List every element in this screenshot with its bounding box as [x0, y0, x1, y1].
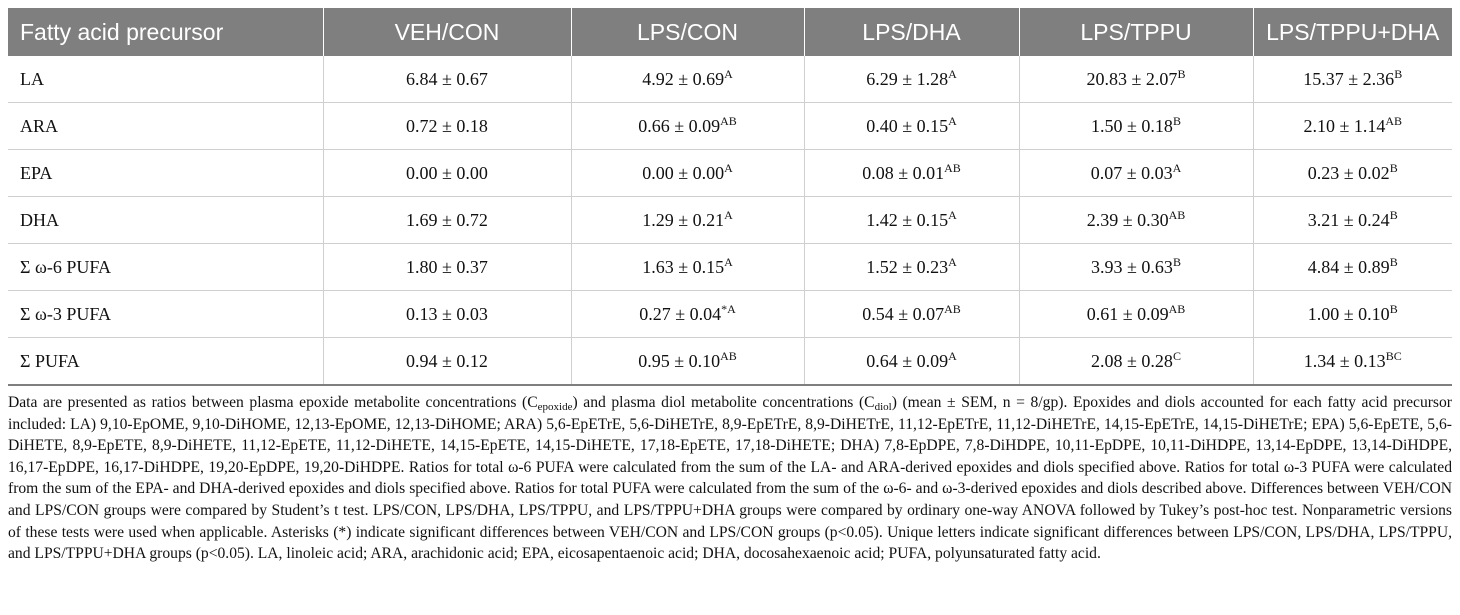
footnote-text: ) and plasma diol metabolite concentrations (C [572, 394, 875, 411]
table-cell [804, 103, 1019, 150]
significance-letter: BC [1385, 348, 1402, 363]
table-row [8, 56, 1452, 103]
significance-letter: A [1172, 160, 1182, 175]
cell-value: 0.00 ± 0.00 [642, 162, 725, 183]
cell-value: 0.54 ± 0.07 [862, 303, 945, 324]
significance-letter: A [948, 66, 957, 81]
significance-letter: AB [1385, 113, 1403, 128]
cell-value: 0.08 ± 0.01 [862, 162, 945, 183]
cell-value: 0.00 ± 0.00 [406, 162, 488, 183]
column-header: LPS/TPPU+DHA [1253, 8, 1452, 56]
significance-letter: B [1172, 113, 1181, 128]
cell-value: 0.66 ± 0.09 [638, 115, 721, 136]
table-cell [1019, 197, 1253, 244]
column-header: LPS/TPPU [1019, 8, 1253, 56]
row-label: Σ ω-6 PUFA [8, 244, 323, 291]
significance-letter: B [1389, 207, 1398, 222]
significance-letter: B [1389, 301, 1398, 316]
table-cell [1253, 103, 1452, 150]
significance-letter: C [1172, 348, 1181, 363]
cell-value: 1.69 ± 0.72 [406, 209, 488, 230]
cell-value: 0.07 ± 0.03 [1090, 162, 1173, 183]
table-cell [1019, 244, 1253, 291]
cell-value: 6.29 ± 1.28 [866, 68, 949, 89]
cell-value: 4.92 ± 0.69 [642, 68, 725, 89]
cell-value: 1.34 ± 0.13 [1303, 350, 1386, 371]
cell-value: 0.94 ± 0.12 [406, 350, 488, 371]
cell-value: 0.27 ± 0.04 [639, 303, 722, 324]
significance-letter: B [1389, 254, 1398, 269]
cell-value: 15.37 ± 2.36 [1303, 68, 1395, 89]
cell-value: 0.40 ± 0.15 [866, 115, 949, 136]
table-cell [1253, 197, 1452, 244]
significance-letter: A [948, 113, 957, 128]
cell-value: 1.52 ± 0.23 [866, 256, 949, 277]
table-cell [571, 150, 804, 197]
significance-letter: A [724, 160, 733, 175]
table-cell [571, 103, 804, 150]
table-row [8, 338, 1452, 386]
table-cell [571, 197, 804, 244]
significance-letter: B [1177, 66, 1186, 81]
table-row [8, 150, 1452, 197]
table-cell [571, 291, 804, 338]
table-cell [1019, 291, 1253, 338]
significance-letter: B [1394, 66, 1403, 81]
cell-value: 20.83 ± 2.07 [1086, 68, 1178, 89]
row-label: DHA [8, 197, 323, 244]
significance-letter: AB [720, 113, 737, 128]
cell-value: 2.08 ± 0.28 [1091, 350, 1173, 371]
significance-letter: A [724, 207, 733, 222]
table-cell [323, 291, 571, 338]
table-cell [804, 150, 1019, 197]
table-cell [804, 291, 1019, 338]
table-cell [323, 197, 571, 244]
table-cell [1253, 56, 1452, 103]
cell-value: 0.23 ± 0.02 [1307, 162, 1390, 183]
cell-value: 6.84 ± 0.67 [406, 68, 488, 89]
significance-letter: B [1389, 160, 1398, 175]
table-cell [1019, 150, 1253, 197]
significance-letter: A [948, 207, 957, 222]
significance-letter: B [1172, 254, 1181, 269]
table-cell [323, 56, 571, 103]
table-cell [1019, 103, 1253, 150]
table-row [8, 244, 1452, 291]
significance-letter: AB [944, 301, 961, 316]
cell-value: 0.72 ± 0.18 [406, 115, 488, 136]
column-header: VEH/CON [323, 8, 571, 56]
table-cell [571, 244, 804, 291]
table-cell [804, 56, 1019, 103]
table-cell [323, 338, 571, 386]
cell-value: 2.39 ± 0.30 [1086, 209, 1169, 230]
cell-value: 0.64 ± 0.09 [866, 350, 949, 371]
cell-value: 1.80 ± 0.37 [406, 256, 488, 277]
table-cell [571, 338, 804, 386]
table-cell [323, 150, 571, 197]
table-cell [323, 103, 571, 150]
table-row [8, 103, 1452, 150]
significance-letter: A [724, 254, 733, 269]
significance-letter: AB [1168, 207, 1186, 222]
column-header: LPS/CON [571, 8, 804, 56]
significance-letter: *A [721, 301, 736, 316]
table-cell [1253, 150, 1452, 197]
table-cell [1019, 56, 1253, 103]
table-cell [1253, 244, 1452, 291]
cell-value: 0.13 ± 0.03 [406, 303, 488, 324]
row-label: ARA [8, 103, 323, 150]
cell-value: 1.63 ± 0.15 [642, 256, 725, 277]
table-cell [804, 197, 1019, 244]
significance-letter: AB [944, 160, 961, 175]
cell-value: 0.95 ± 0.10 [638, 350, 721, 371]
significance-letter: A [948, 254, 957, 269]
cell-value: 2.10 ± 1.14 [1303, 115, 1386, 136]
table-cell [804, 244, 1019, 291]
table-container [8, 8, 1452, 565]
table-cell [1253, 338, 1452, 386]
cell-value: 3.93 ± 0.63 [1091, 256, 1173, 277]
column-header: LPS/DHA [804, 8, 1019, 56]
cell-value: 3.21 ± 0.24 [1307, 209, 1390, 230]
cell-value: 4.84 ± 0.89 [1307, 256, 1390, 277]
row-label: Σ ω-3 PUFA [8, 291, 323, 338]
table-row [8, 197, 1452, 244]
footnote-subscript: diol [874, 401, 892, 413]
cell-value: 0.61 ± 0.09 [1086, 303, 1169, 324]
table-cell [571, 56, 804, 103]
significance-letter: A [948, 348, 957, 363]
row-label: Σ PUFA [8, 338, 323, 386]
table-cell [323, 244, 571, 291]
data-table [8, 8, 1452, 386]
row-label: EPA [8, 150, 323, 197]
cell-value: 1.42 ± 0.15 [866, 209, 949, 230]
footnote-subscript: epoxide [537, 401, 573, 413]
table-cell [804, 338, 1019, 386]
significance-letter: A [724, 66, 733, 81]
footnote-text: Data are presented as ratios between plasma epoxide metabolite concentrations (C [8, 394, 538, 411]
column-header: Fatty acid precursor [8, 8, 323, 56]
cell-value: 1.50 ± 0.18 [1091, 115, 1173, 136]
cell-value: 1.00 ± 0.10 [1307, 303, 1390, 324]
table-footnote [8, 392, 1452, 565]
significance-letter: AB [1168, 301, 1186, 316]
significance-letter: AB [720, 348, 737, 363]
footnote-text: ) (mean ± SEM, n = 8/gp). Epoxides and diols accounted for each fatty acid precursor included: LA) 9,10-EpOME, 9,10-DiHOME, 12,13-EpOME, 12,13-DiHOME; ARA) 5,6-EpETrE, 5,6-DiHETrE, 8,9-EpETrE, 8,9-DiHETrE, 11,12-EpETrE, 11,12-DiHETrE, 14,15-EpETrE, 14,15-DiHETrE; EPA) 5,6-EpETE, 5,6-DiHETE, 8,9-EpETE, 8,9-DiHETE, 11,12-EpETE, 11,12-DiHETE, 14,15-EpETE, 14,15-DiHETE, 17,18-EpETE, 17,18-DiHETE; DHA) 7,8-EpDPE, 7,8-DiHDPE, 10,11-EpDPE, 10,11-DiHDPE, 13,14-EpDPE, 13,14-DiHDPE, 16,17-EpDPE, 16,17-DiHDPE, 19,20-EpDPE, 19,20-DiHDPE. Ratios for total ω-6 PUFA were calculated from the sum of the LA- and ARA-derived epoxides and diols specified above. Ratios for total ω-3 PUFA were calculated from the sum of the EPA- and DHA-derived epoxides and diols specified above. Ratios for total PUFA were calculated from the sum of the ω-6- and ω-3-derived epoxides and diols described above. Differences between VEH/CON and LPS/CON groups were compared by Student’s t test. LPS/CON, LPS/DHA, LPS/TPPU, and LPS/TPPU+DHA groups were compared by ordinary one-way ANOVA followed by Tukey’s post-hoc test. Nonparametric versions of these tests were used when applicable. Asterisks (*) indicate significant differences between VEH/CON and LPS/CON groups (p<0.05). Unique letters indicate significant differences between LPS/CON, LPS/DHA, LPS/TPPU, and LPS/TPPU+DHA groups (p<0.05). LA, linoleic acid; ARA, arachidonic acid; EPA, eicosapentaenoic acid; DHA, docosahexaenoic acid; PUFA, polyunsaturated fatty acid. [8, 394, 1452, 563]
table-cell [1253, 291, 1452, 338]
table-cell [1019, 338, 1253, 386]
row-label: LA [8, 56, 323, 103]
table-row [8, 291, 1452, 338]
cell-value: 1.29 ± 0.21 [642, 209, 725, 230]
header-row [8, 8, 1452, 56]
